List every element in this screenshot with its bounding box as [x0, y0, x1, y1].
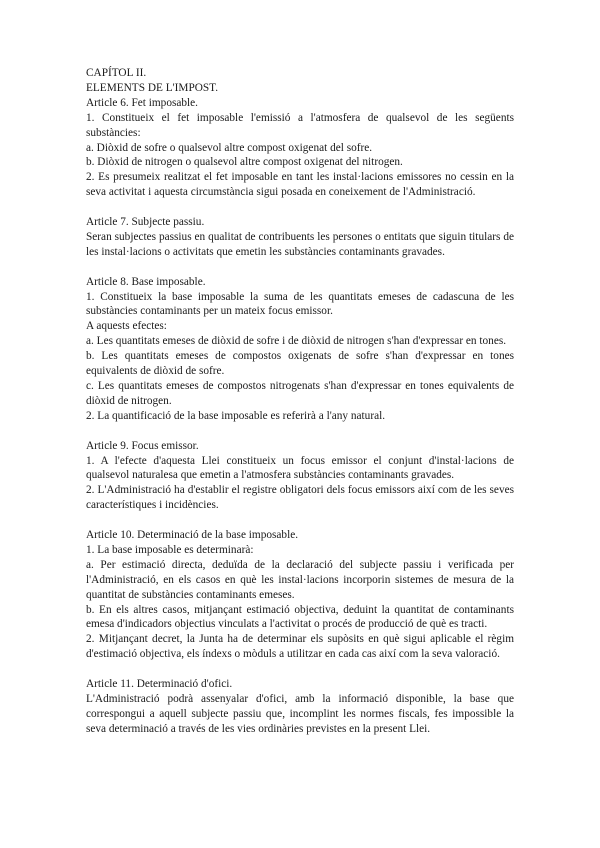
- article-7: [86, 215, 514, 260]
- article-8: [86, 275, 514, 424]
- article-paragraph: 1. La base imposable es determinarà:: [86, 543, 254, 556]
- article-paragraph: 2. La quantificació de la base imposable es referirà a l'any natural.: [86, 409, 386, 422]
- spacer: [86, 662, 514, 677]
- article-heading: Article 6. Fet imposable.: [86, 96, 199, 109]
- chapter-header: [86, 66, 514, 96]
- article-paragraph: 2. L'Administració ha d'establir el registre obligatori dels focus emissors així com de les seves característiques i incidències.: [86, 484, 514, 512]
- article-paragraph: a. Les quantitats emeses de diòxid de sofre i de diòxid de nitrogen s'han d'expressar en tones.: [86, 335, 507, 348]
- article-paragraph: 1. A l'efecte d'aquesta Llei constitueix un focus emissor el conjunt d'instal·lacions de qualsevol naturalesa que emetin a l'atmosfera substàncies contaminants gravades.: [86, 454, 514, 482]
- spacer: [86, 513, 514, 528]
- article-paragraph: 2. Mitjançant decret, la Junta ha de determinar els supòsits en què sigui aplicable el règim d'estimació objectiva, els índexs o mòduls a utilitzar en cada cas així com la seva valoració.: [86, 633, 514, 661]
- article-paragraph: 1. Constitueix la base imposable la suma de les quantitats emeses de cadascuna de les substàncies contaminants per un mateix focus emissor.: [86, 290, 514, 318]
- article-10: [86, 528, 514, 662]
- document-page: [86, 66, 514, 737]
- article-paragraph: L'Administració podrà assenyalar d'ofici, amb la informació disponible, la base que correspongui a aquell subjecte passiu que, incomplint les normes fiscals, fes impossible la seva determinació a través de les vies ordinàries previstes en la present Llei.: [86, 692, 514, 735]
- article-9: [86, 439, 514, 514]
- chapter-subtitle: ELEMENTS DE L'IMPOST.: [86, 81, 219, 94]
- spacer: [86, 200, 514, 215]
- article-paragraph: 2. Es presumeix realitzat el fet imposable en tant les instal·lacions emissores no cessin en la seva activitat i aquesta circumstància sigui posada en coneixement de l'Administració.: [86, 171, 514, 199]
- article-paragraph: b. En els altres casos, mitjançant estimació objectiva, deduint la quantitat de contaminants emesa d'indicadors objectius vinculats a l'activitat o procés de producció de què es tracti.: [86, 603, 514, 631]
- article-11: [86, 677, 514, 737]
- article-heading: Article 10. Determinació de la base imposable.: [86, 529, 299, 542]
- article-paragraph: a. Per estimació directa, deduïda de la declaració del subjecte passiu i verificada per l'Administració, en els casos en què les instal·lacions incorporin sistemes de mesura de la quantitat de substàncies contaminants emeses.: [86, 558, 514, 601]
- chapter-title: CAPÍTOL II.: [86, 67, 147, 79]
- article-6: [86, 96, 514, 200]
- article-paragraph: b. Diòxid de nitrogen o qualsevol altre compost oxigenat del nitrogen.: [86, 156, 403, 169]
- spacer: [86, 260, 514, 275]
- article-paragraph: Seran subjectes passius en qualitat de contribuents les persones o entitats que siguin titulars de les instal·lacions o activitats que emetin les substàncies contaminants gravades.: [86, 230, 514, 258]
- article-paragraph: a. Diòxid de sofre o qualsevol altre compost oxigenat del sofre.: [86, 141, 373, 154]
- article-heading: Article 8. Base imposable.: [86, 275, 206, 288]
- article-heading: Article 9. Focus emissor.: [86, 439, 199, 452]
- article-paragraph: c. Les quantitats emeses de compostos nitrogenats s'han d'expressar en tones equivalents de diòxid de nitrogen.: [86, 380, 514, 407]
- article-heading: Article 11. Determinació d'ofici.: [86, 678, 233, 691]
- article-paragraph: A aquests efectes:: [86, 320, 167, 333]
- article-heading: Article 7. Subjecte passiu.: [86, 216, 205, 229]
- article-paragraph: b. Les quantitats emeses de compostos oxigenats de sofre s'han d'expressar en tones equivalents de diòxid de sofre.: [86, 350, 514, 378]
- spacer: [86, 424, 514, 439]
- article-paragraph: 1. Constitueix el fet imposable l'emissió a l'atmosfera de qualsevol de les següents substàncies:: [86, 111, 514, 139]
